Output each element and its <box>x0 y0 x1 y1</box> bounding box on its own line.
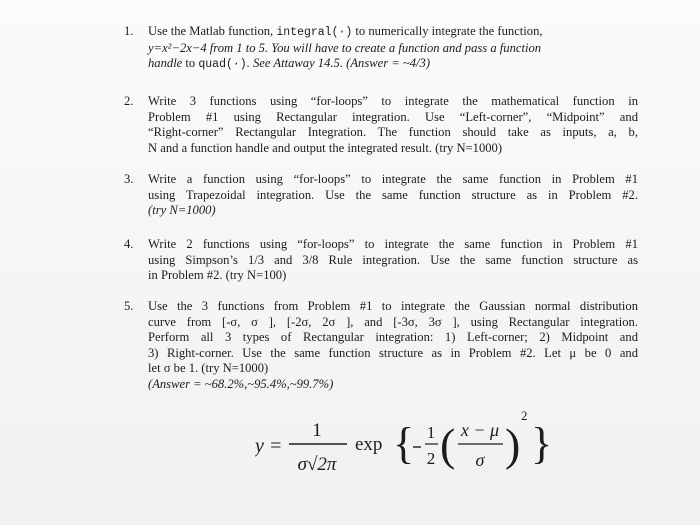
formula-numerator: 1 <box>312 420 322 441</box>
problem-number: 5. <box>124 299 134 313</box>
problem-line: using Simpson’s 1/3 and 3/8 Rule integration. Use the same function structure as <box>148 252 638 267</box>
inner-denominator: σ <box>475 450 485 470</box>
problem-line: let σ be 1. (try N=1000) <box>148 361 269 375</box>
problem-line: Perform all 3 types of Rectangular integration: 1) Left-corner; 2) Midpoint and <box>148 330 638 344</box>
formula-lhs: y = <box>255 435 283 457</box>
problem-2 <box>124 94 638 156</box>
formula-denominator: σ√2π <box>297 454 337 475</box>
problem-number: 3. <box>124 172 134 186</box>
right-brace: } <box>531 419 553 468</box>
code-run: quad(·) <box>198 58 247 71</box>
formula-exp: exp <box>355 434 383 455</box>
problem-line: Use the 3 functions from Problem #1 to integrate the Gaussian normal distribution <box>148 299 638 313</box>
text-run: to numerically integrate the function, <box>352 24 543 38</box>
italic-run: . See Attaway 14.5. (Answer = ~4/3) <box>246 56 431 70</box>
problem-3 <box>124 172 638 219</box>
problem-line <box>148 56 638 73</box>
italic-run: handle <box>148 56 183 70</box>
problem-5 <box>124 299 638 392</box>
gaussian-formula <box>255 400 595 495</box>
problem-number: 4. <box>124 237 134 251</box>
problem-number: 2. <box>124 94 134 108</box>
problem-4 <box>124 237 638 284</box>
problem-line: using Trapezoidal integration. Use the same function structure as in Problem #2. <box>148 187 638 202</box>
problem-line: Write 2 functions using “for-loops” to integrate the same function in Problem #1 <box>148 237 638 251</box>
text-run: to <box>182 56 199 70</box>
formula-svg <box>255 400 595 495</box>
inner-numerator: x − μ <box>460 420 500 440</box>
problem-line: (try N=1000) <box>148 203 216 217</box>
problem-line <box>148 24 638 41</box>
right-paren: ) <box>505 419 521 470</box>
exponent: 2 <box>521 408 528 423</box>
problem-line: in Problem #2. (try N=100) <box>148 268 287 282</box>
italic-run: function <box>499 40 542 55</box>
half-denominator: 2 <box>426 449 436 468</box>
problem-number: 1. <box>124 24 134 38</box>
problem-1 <box>124 24 638 73</box>
answer-line: (Answer = ~68.2%,~95.4%,~99.7%) <box>148 376 334 391</box>
problem-line: 3) Right-corner. Use the same function structure as in Problem #2. Let μ be 0 and <box>148 345 638 360</box>
problem-line: Problem #1 using Rectangular integration. Use “Left-corner”, “Midpoint” and <box>148 109 638 124</box>
problem-line: curve from [-σ, σ ], [-2σ, 2σ ], and [-3σ, 3σ ], using Rectangular integration. <box>148 314 638 329</box>
code-run: integral(·) <box>276 26 353 39</box>
problem-line <box>148 41 638 57</box>
text-run: Use the Matlab function, <box>148 24 277 38</box>
problem-line: Write 3 functions using “for-loops” to integrate the mathematical function in <box>148 94 638 108</box>
problem-line: N and a function handle and output the integrated result. (try N=1000) <box>148 140 503 155</box>
left-paren: ( <box>440 419 456 470</box>
text-run: y=x²−2x−4 from 1 to 5. You will have to create a function and pass a <box>148 40 500 55</box>
left-brace: { <box>393 419 415 468</box>
problem-line: Write a function using “for-loops” to integrate the same function in Problem #1 <box>148 172 638 186</box>
half-numerator: 1 <box>426 423 436 442</box>
problem-line: “Right-corner” Rectangular Integration. The function should take as inputs, a, b, <box>148 125 638 139</box>
